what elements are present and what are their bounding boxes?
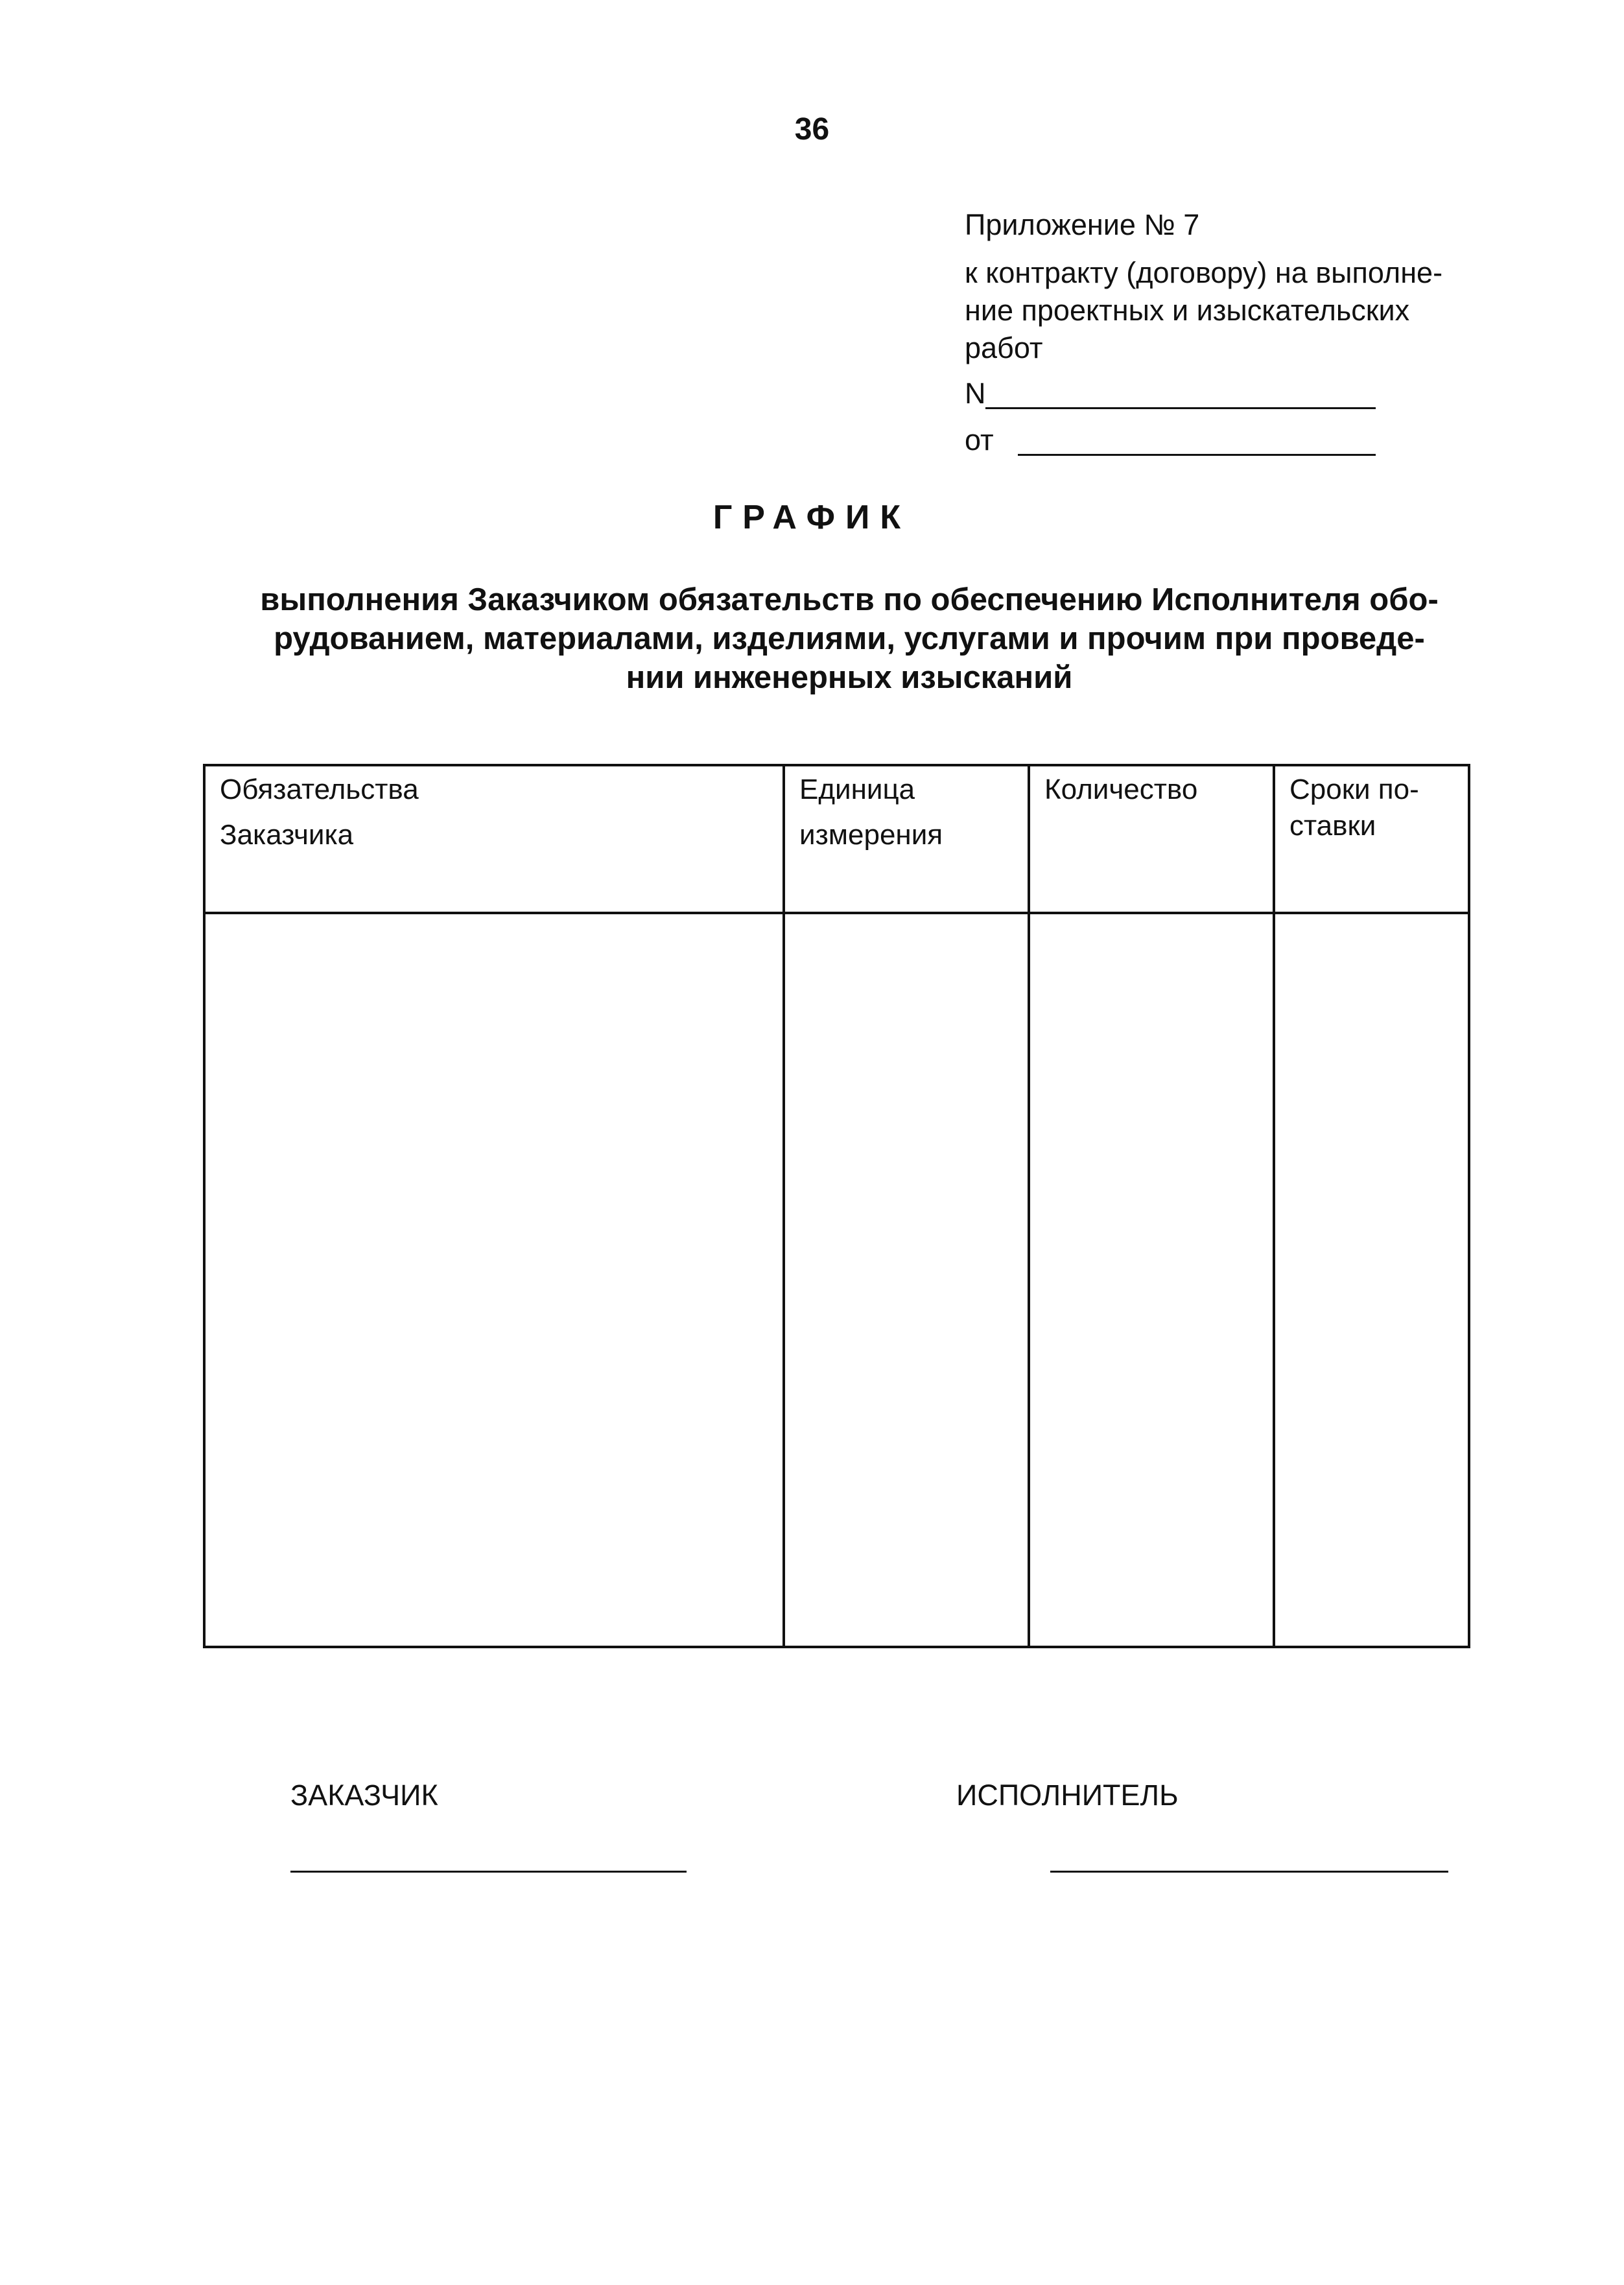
table-row: [204, 913, 1469, 1647]
contract-number-blank-line: [985, 407, 1376, 409]
contract-number-field: [965, 375, 1483, 414]
schedule-table: [203, 764, 1470, 1648]
table-cell-delivery-dates: [1274, 913, 1469, 1647]
contract-number-label: N: [965, 377, 986, 410]
table-cell-unit: [784, 913, 1029, 1647]
document-subtitle-line: нии инженерных изысканий: [626, 660, 1073, 695]
contract-date-blank-line: [1018, 454, 1376, 456]
column-header-delivery-dates: Сроки по- ставки: [1274, 765, 1469, 913]
table-cell-obligations: [204, 913, 784, 1647]
table-header-row: [204, 765, 1469, 913]
appendix-block: [965, 206, 1483, 460]
appendix-title: Приложение № 7: [965, 208, 1200, 241]
contractor-signature-label: ИСПОЛНИТЕЛЬ: [956, 1779, 1179, 1812]
column-header-quantity: Количество: [1029, 765, 1274, 913]
customer-signature-label: ЗАКАЗЧИК: [290, 1779, 438, 1812]
column-header-unit: Единица измерения: [784, 765, 1029, 913]
table-cell-quantity: [1029, 913, 1274, 1647]
customer-signature-line: [290, 1871, 687, 1873]
document-subtitle-line: рудованием, материалами, изделиями, услугами и прочим при проведе-: [274, 621, 1425, 656]
contractor-signature-line: [1050, 1871, 1448, 1873]
column-header-obligations: Обязательства Заказчика: [204, 765, 784, 913]
contract-date-label: от: [965, 423, 994, 456]
appendix-contract-reference: [965, 254, 1483, 367]
document-subtitle-line: выполнения Заказчиком обязательств по обеспечению Исполнителя обо-: [260, 582, 1439, 617]
appendix-contract-line: к контракту (договору) на выполне-: [965, 256, 1443, 289]
document-title: ГРАФИК: [712, 499, 912, 536]
contract-date-field: [965, 421, 1483, 460]
page-number: 36: [794, 112, 830, 147]
appendix-contract-line: ние проектных и изыскательских: [965, 294, 1410, 327]
appendix-contract-line: работ: [965, 331, 1043, 364]
document-subtitle: [233, 580, 1465, 697]
